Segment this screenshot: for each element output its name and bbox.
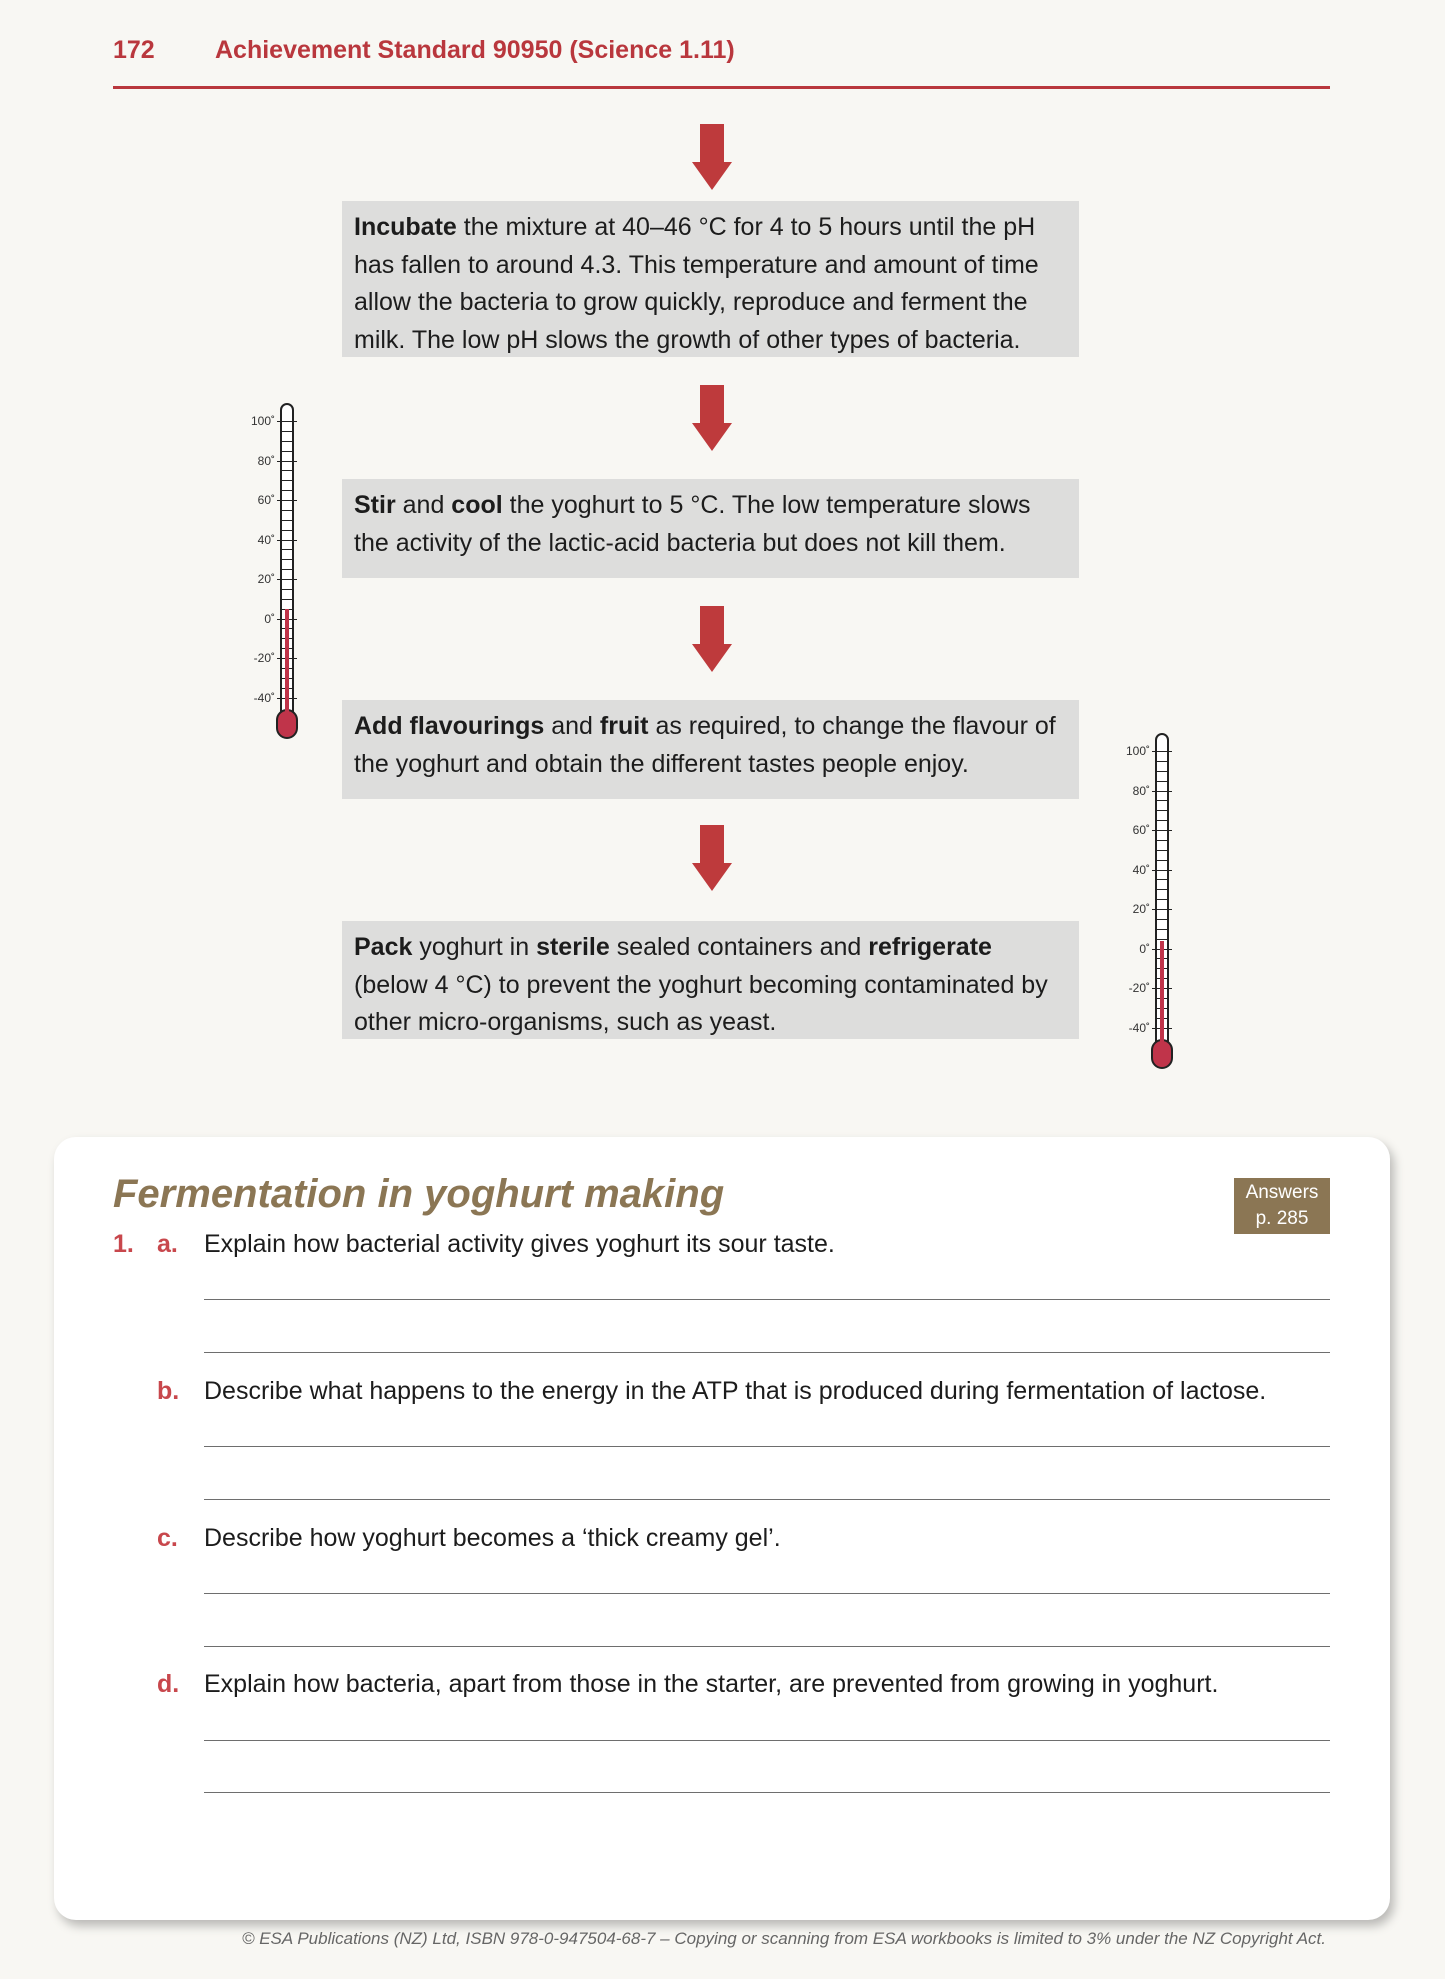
thermometer-scale-label: 60˚: [257, 493, 275, 507]
question-text: Explain how bacteria, apart from those in the starter, are prevented from growing in yoghurt.: [204, 1670, 1219, 1698]
step-text: (below 4 °C) to prevent the yoghurt becoming contaminated by other micro-organisms, such as yeast.: [354, 970, 1048, 1036]
thermometer-scale-label: 20˚: [1132, 902, 1150, 916]
page-header: [113, 36, 1330, 89]
step-text: yoghurt in: [412, 933, 537, 961]
answer-line[interactable]: [204, 1499, 1330, 1500]
question-letter: b.: [157, 1377, 180, 1405]
thermometer-scale-label: 0˚: [1139, 941, 1150, 956]
step-keyword: Add flavourings: [354, 712, 545, 740]
thermometer-mercury: [1160, 941, 1164, 1043]
down-arrow-icon: [692, 825, 732, 891]
step-text: as required, to change the flavour of the yoghurt and obtain the different tastes people enjoy.: [354, 712, 1056, 778]
thermometer-mercury: [285, 609, 289, 713]
step-text: and: [544, 712, 600, 740]
thermometer-scale-label: 80˚: [1132, 783, 1150, 798]
answer-line[interactable]: [204, 1792, 1330, 1793]
question-letter: d.: [157, 1670, 180, 1698]
down-arrow-icon: [692, 124, 732, 190]
section-title: Fermentation in yoghurt making: [113, 1172, 725, 1216]
answer-line[interactable]: [204, 1740, 1330, 1741]
question-letter: c.: [157, 1524, 178, 1552]
thermometer-scale-label: 40˚: [1132, 862, 1150, 877]
question-number: 1.: [113, 1230, 134, 1258]
step-keyword: Stir: [354, 491, 396, 519]
thermometer-scale-label: -40˚: [1128, 1020, 1150, 1035]
step-keyword: refrigerate: [868, 933, 992, 961]
step-text: the yoghurt to 5 °C. The low temperature slows the activity of the lactic-acid bacteria but does not kill them.: [354, 491, 1031, 557]
down-arrow-icon: [692, 385, 732, 451]
thermometer-scale-label: -40˚: [253, 690, 275, 705]
step-incubate: [342, 201, 1079, 357]
thermometer-scale-label: 0˚: [264, 611, 275, 626]
step-pack: [342, 921, 1079, 1039]
thermometer-scale-label: -20˚: [1128, 981, 1150, 995]
answer-line[interactable]: [204, 1646, 1330, 1647]
step-text: sealed containers and: [609, 933, 869, 961]
answer-line[interactable]: [204, 1352, 1330, 1353]
step-keyword: Incubate: [354, 213, 457, 241]
thermometer-scale-label: 100˚: [1125, 744, 1150, 758]
step-text: and: [395, 491, 452, 519]
thermometer-scale-label: 80˚: [257, 453, 275, 468]
question-text: Explain how bacterial activity gives yoghurt its sour taste.: [204, 1230, 835, 1258]
step-add-flavourings: [342, 700, 1079, 799]
page-number: 172: [113, 36, 155, 64]
thermometer-scale-label: 20˚: [257, 572, 275, 586]
answer-line[interactable]: [204, 1593, 1330, 1594]
down-arrow-icon: [692, 606, 732, 672]
question-text: Describe what happens to the energy in the ATP that is produced during fermentation of lactose.: [204, 1377, 1267, 1405]
copyright-footer: © ESA Publications (NZ) Ltd, ISBN 978-0-947504-68-7 – Copying or scanning from ESA workbooks is limited to 3% under the NZ Copyright Act.: [241, 1929, 1326, 1948]
step-keyword: fruit: [599, 712, 649, 740]
thermometer-icon: [221, 403, 301, 753]
thermometer-icon: [1096, 733, 1176, 1083]
step-keyword: Pack: [354, 933, 413, 961]
step-text: the mixture at 40–46 °C for 4 to 5 hours until the pH has fallen to around 4.3. This temperature and amount of time allow the bacteria to grow quickly, reproduce and ferment the milk. The low pH slows the growth of other types of bacteria.: [354, 213, 1039, 354]
question-letter: a.: [157, 1230, 178, 1258]
thermometer-scale-label: 60˚: [1132, 823, 1150, 837]
header-title: Achievement Standard 90950 (Science 1.11): [215, 36, 735, 64]
step-keyword: cool: [451, 491, 503, 519]
answer-line[interactable]: [204, 1446, 1330, 1447]
step-stir-cool: [342, 479, 1079, 578]
thermometer-scale-label: 40˚: [257, 532, 275, 547]
answers-badge[interactable]: [1234, 1178, 1330, 1234]
step-keyword: sterile: [536, 933, 610, 961]
answers-page: p. 285: [1255, 1208, 1309, 1229]
thermometer-scale-label: 100˚: [250, 414, 275, 428]
answer-line[interactable]: [204, 1299, 1330, 1300]
question-text: Describe how yoghurt becomes a ‘thick creamy gel’.: [204, 1524, 781, 1552]
thermometer-scale-label: -20˚: [253, 651, 275, 665]
answers-label: Answers: [1245, 1182, 1319, 1203]
